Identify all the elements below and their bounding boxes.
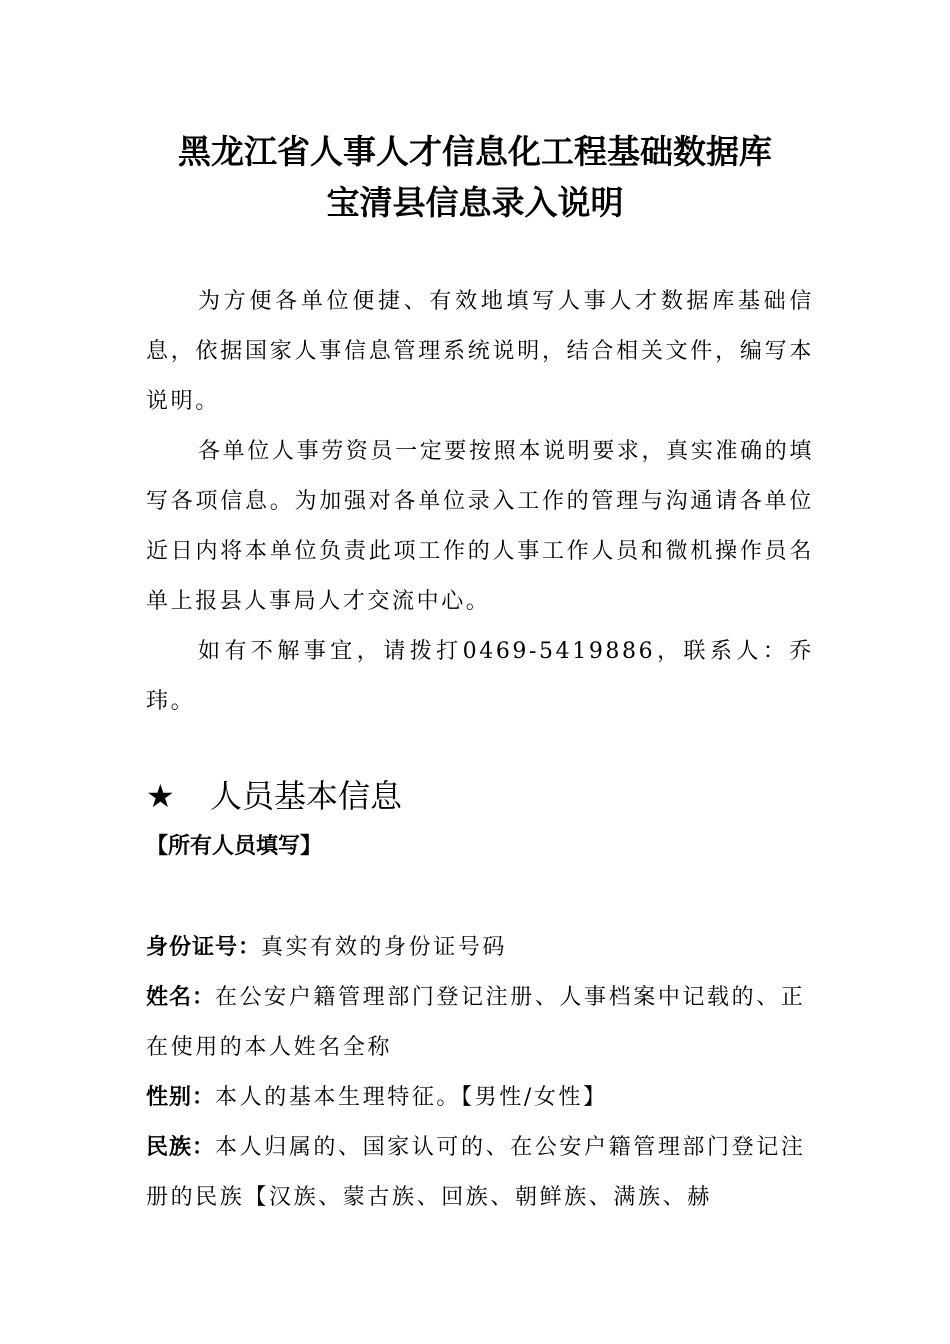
field-description: 本人的基本生理特征。【男性/女性】 [215,1085,608,1110]
field-name [146,973,814,1073]
field-gender [146,1073,814,1123]
field-description: 真实有效的身份证号码 [261,935,508,960]
field-label: 身份证号： [146,935,262,960]
section-heading-text: 人员基本信息 [210,777,403,815]
field-ethnicity [146,1123,814,1223]
field-label: 性别： [146,1085,216,1110]
field-id-number [146,923,814,973]
contact-paragraph: 如有不解事宜，请拨打0469-5419886，联系人：乔玮。 [146,639,814,714]
field-label: 民族： [146,1135,216,1160]
star-icon: ★ [146,777,175,815]
field-label: 姓名： [146,985,216,1010]
field-description: 在公安户籍管理部门登记注册、人事档案中记载的、正在使用的本人姓名全称 [146,985,806,1060]
document-title-line2: 宝清县信息录入说明 [326,183,624,222]
instruction-paragraph: 各单位人事劳资员一定要按照本说明要求，真实准确的填写各项信息。为加强对各单位录入工作的管理与沟通请各单位近日内将本单位负责此项工作的人事工作人员和微机操作员名单上报县人事局人才交流中心。 [146,439,814,614]
document-title-line1: 黑龙江省人事人才信息化工程基础数据库 [178,132,772,171]
intro-paragraph: 为方便各单位便捷、有效地填写人事人才数据库基础信息，依据国家人事信息管理系统说明，结合相关文件，编写本说明。 [146,289,814,414]
field-description: 本人归属的、国家认可的、在公安户籍管理部门登记注册的民族【汉族、蒙古族、回族、朝鲜族、满族、赫 [146,1135,806,1210]
section-heading [146,774,402,818]
section-note: 【所有人员填写】 [146,834,323,859]
